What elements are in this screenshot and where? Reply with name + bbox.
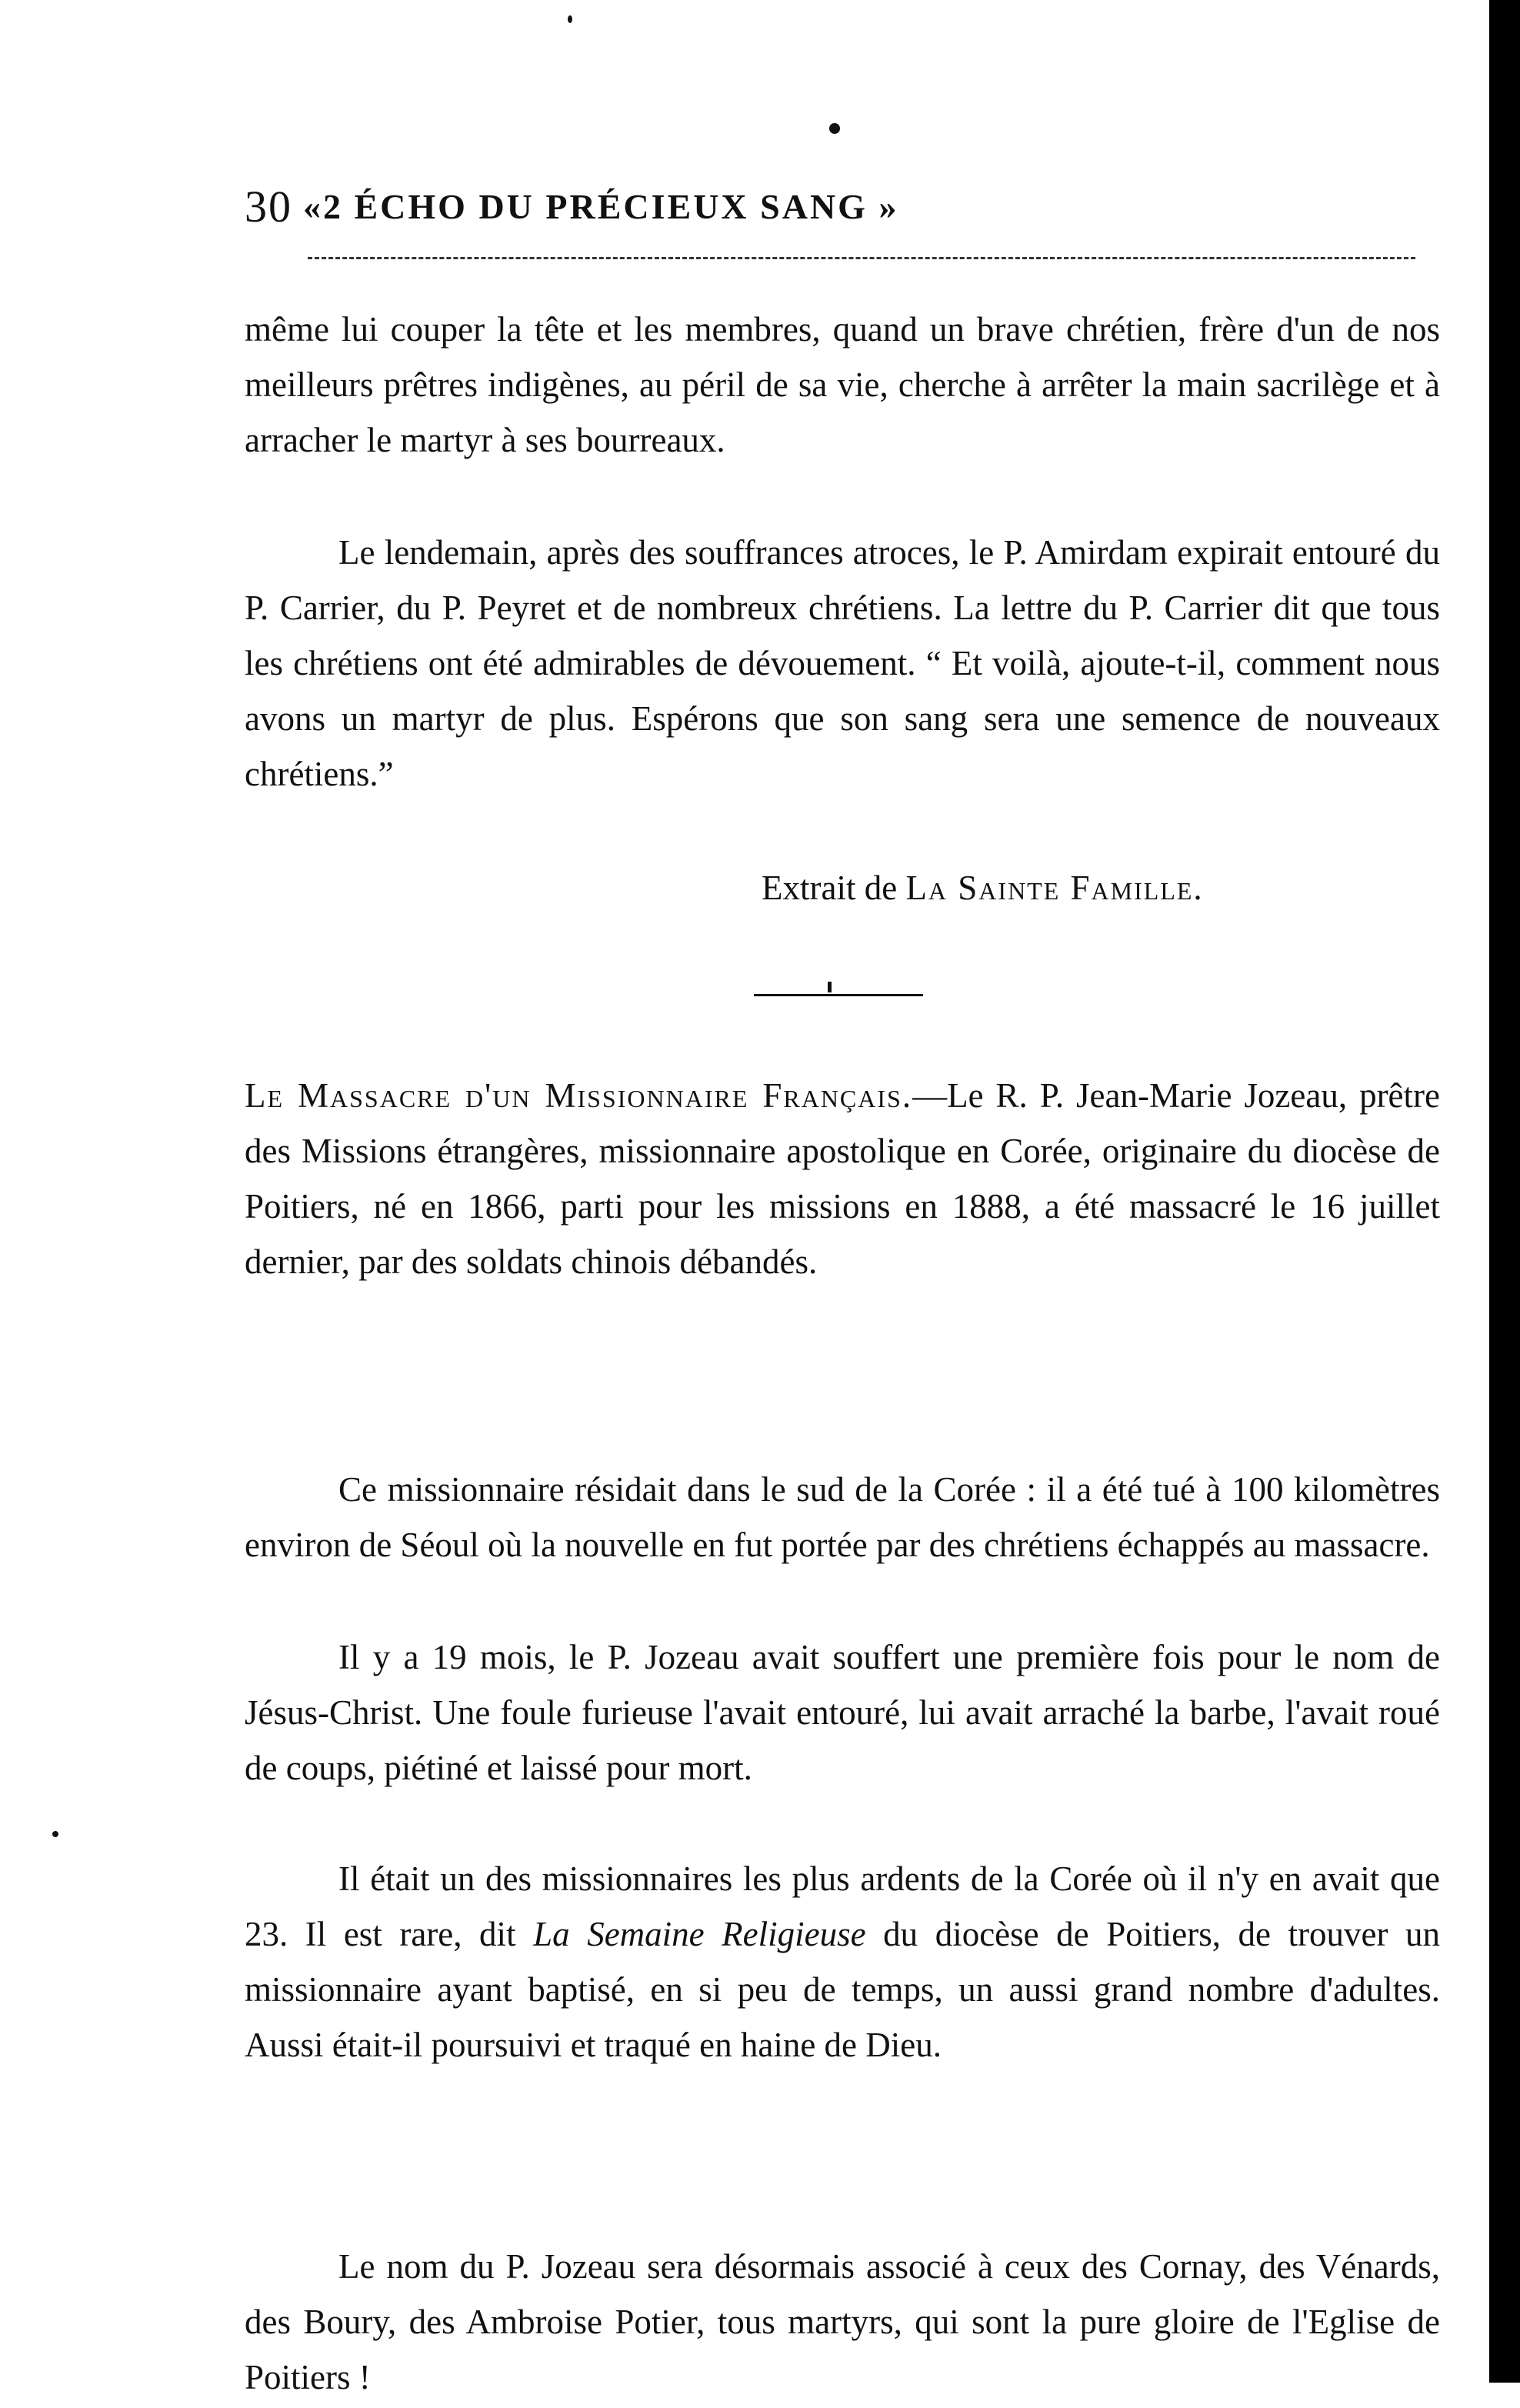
running-title: «2 ÉCHO DU PRÉCIEUX SANG »: [303, 186, 899, 226]
scan-speck: [52, 1831, 58, 1837]
paragraph-martyr-death: [245, 525, 1440, 860]
paragraph-text: Il était un des missionnaires les plus ardents de la Corée où il n'y en avait que 23. Il est rare, dit: [245, 1859, 1440, 1953]
publication-title: La Semaine Religieuse: [533, 1915, 866, 1953]
scan-edge-bar: [1489, 0, 1520, 2383]
running-header: [245, 175, 1414, 237]
paragraph-conclusion: [245, 2239, 1440, 2408]
paragraph-text: Le nom du P. Jozeau sera désormais associé à ceux des Cornay, des Vénards, des Boury, des Ambroise Potier, tous martyrs, qui sont la pure gloire de l'Eglise de Poitiers !: [245, 2247, 1440, 2396]
paragraph-text: du diocèse de Poitiers, de trouver un missionnaire ayant baptisé, en si peu de temps, un aussi grand nombre d'adultes. Aussi était-il poursuivi et traqué en haine de Dieu.: [245, 1915, 1441, 2064]
scan-speck: [829, 123, 840, 134]
paragraph-continuation: même lui couper la tête et les membres, quand un brave chrétien, frère d'un de nos meilleurs prêtres indigènes, au péril de sa vie, cherche à arrêter la main sacrilège et à arracher le martyr à ses bourreaux.: [245, 310, 1440, 459]
article-opening: [245, 1068, 1440, 1459]
page-number: 30: [245, 181, 292, 232]
section-separator: [754, 985, 923, 1000]
paragraph-text: Le lendemain, après des souffrances atroces, le P. Amirdam expirait entouré du P. Carrier, du P. Peyret et de nombreux chrétiens. La lettre du P. Carrier dit que tous les chrétiens ont été admirables de dévouement. “ Et voilà, ajoute-t-il, comment nous avons un martyr de plus. Espérons que son sang sera une semence de nouveaux chrétiens.”: [245, 533, 1440, 793]
paragraph-text: Il y a 19 mois, le P. Jozeau avait souffert une première fois pour le nom de Jésus-Christ. Une foule furieuse l'avait entouré, lui avait arraché la barbe, l'avait roué de coups, piétiné et laissé pour mort.: [245, 1638, 1440, 1787]
article-heading: Le Massacre d'un Missionnaire Français.: [245, 1076, 913, 1115]
paragraph-earlier-attack: [245, 1629, 1440, 1853]
source-attribution: [762, 860, 1204, 916]
paragraph-text: Ce missionnaire résidait dans le sud de la Corée : il a été tué à 100 kilomètres environ de Séoul où la nouvelle en fut portée par des chrétiens échappés au massacre.: [245, 1470, 1440, 1564]
paragraph-text: —Le R. P. Jean-Marie Jozeau, prêtre des Missions étrangères, missionnaire apostolique en Corée, originaire du diocèse de Poitiers, né en 1866, parti pour les missions en 1888, a été massacré le 16 juillet dernier, par des soldats chinois débandés.: [245, 1076, 1440, 1281]
paragraph-residence: [245, 1462, 1440, 1629]
scan-speck: [568, 15, 572, 23]
source-title: La Sainte Famille.: [905, 869, 1204, 907]
header-rule: [308, 257, 1415, 259]
paragraph-ardent-missionary: [245, 1851, 1440, 2242]
source-prefix: Extrait de: [762, 869, 906, 907]
